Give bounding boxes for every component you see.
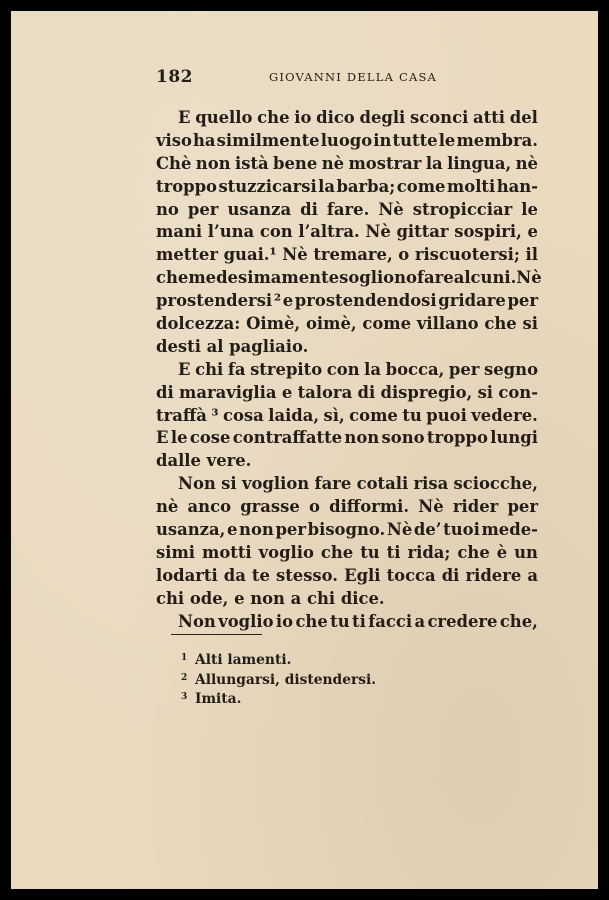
word: ² (273, 291, 282, 311)
word: di (357, 382, 376, 402)
word: tocca (386, 565, 436, 585)
word: contraffatte (232, 428, 343, 448)
footnote (181, 651, 501, 671)
word: Nè (418, 497, 444, 517)
word: del (509, 108, 538, 127)
word: lingua, (447, 153, 512, 173)
text-line (156, 244, 538, 267)
word: come (362, 314, 412, 334)
text-line (156, 542, 538, 565)
word: la (318, 176, 336, 196)
word: lungi (490, 428, 538, 448)
word: le (170, 428, 188, 448)
word: dispregio, (380, 382, 473, 402)
word: traffà (156, 405, 207, 425)
word: metter (156, 245, 218, 265)
word: bisogno. (307, 520, 386, 540)
word: Egli (344, 565, 381, 585)
text-line (156, 382, 538, 405)
word: no (156, 199, 179, 219)
word: barba; (336, 176, 396, 196)
word: riscuotersi; (414, 245, 520, 265)
word: ti (352, 611, 366, 631)
word: membra. (456, 130, 538, 150)
word: è (496, 542, 508, 562)
text-line (156, 267, 542, 290)
word: con (259, 222, 293, 242)
word: guai.¹ (223, 245, 277, 265)
word: te (251, 565, 270, 585)
word: tremare, (313, 245, 393, 265)
word: fare. (326, 199, 370, 219)
word: medesimamente (188, 268, 340, 288)
word: tutte (392, 130, 438, 150)
text-line: desti al pagliaio. (156, 336, 309, 356)
word: lodarti (156, 565, 218, 585)
footnote-text: Allungarsi, distendersi. (195, 671, 377, 688)
text-line: dalle vere. (156, 451, 252, 471)
word: villano (416, 314, 479, 334)
word: molti (446, 176, 496, 196)
word: stuzzicarsi (218, 176, 317, 196)
word: Non (178, 474, 216, 494)
text-line (156, 611, 538, 634)
word: E (178, 359, 191, 379)
word: la (364, 359, 382, 379)
word: viso (156, 130, 192, 150)
word: troppo (156, 176, 217, 196)
word: di (441, 565, 460, 585)
word: similmente (216, 130, 320, 150)
word: sono (381, 428, 425, 448)
word: anco (187, 497, 231, 517)
word: cosa (223, 405, 264, 425)
word: simi (156, 542, 196, 562)
page-number: 182 (156, 67, 193, 87)
word: prostendendosi (294, 291, 437, 311)
footnote (181, 671, 501, 691)
word: io (275, 611, 294, 631)
word: dico (316, 108, 355, 127)
word: di (300, 199, 318, 219)
word: per (448, 359, 480, 379)
word: nè (321, 153, 345, 173)
word: non (344, 428, 380, 448)
running-head: GIOVANNI DELLA CASA (269, 70, 438, 84)
word: per (507, 497, 538, 517)
word: voglion (241, 474, 310, 494)
word: sì, (323, 405, 345, 425)
word: maraviglia (179, 382, 277, 402)
word: quello (195, 108, 253, 127)
word: Oimè, (246, 314, 301, 334)
word: Nè (386, 520, 413, 540)
word: per (275, 520, 306, 540)
word: da (223, 565, 246, 585)
word: come (396, 176, 446, 196)
word: il (525, 245, 538, 265)
word: fa (227, 359, 246, 379)
text-line (156, 107, 538, 130)
word: luogo (320, 130, 373, 150)
word: che (484, 314, 517, 334)
word: talora (297, 382, 353, 402)
word: che (156, 268, 189, 288)
word: Nè (378, 199, 404, 219)
word: sciocche, (453, 474, 538, 494)
word: si (477, 382, 494, 402)
word: ridere (465, 565, 522, 585)
word: difformi. (329, 497, 410, 517)
word: e (226, 520, 238, 540)
word: segno (484, 359, 538, 379)
word: le (521, 199, 538, 219)
word: con (326, 359, 360, 379)
text-line (156, 153, 538, 176)
word: oimè, (305, 314, 357, 334)
word: usanza (227, 199, 292, 219)
word: chi (195, 359, 224, 379)
word: che (320, 542, 354, 562)
word: strepito (250, 359, 323, 379)
word: puoi (426, 405, 467, 425)
text-line (156, 427, 538, 450)
text-line (156, 221, 538, 244)
word: E (178, 108, 191, 127)
word: bene (273, 153, 318, 173)
word: han- (496, 176, 538, 196)
word: troppo (426, 428, 488, 448)
word: ³ (211, 405, 219, 425)
word: dolcezza: (156, 314, 241, 334)
word: stropicciar (412, 199, 513, 219)
word: con- (498, 382, 538, 402)
word: o (308, 497, 320, 517)
word: sconci (410, 108, 469, 127)
word: e (281, 382, 293, 402)
word: non (195, 153, 231, 173)
word: a (527, 565, 538, 585)
text-line: chi ode, e non a chi dice. (156, 588, 385, 608)
footnote-rule (171, 634, 262, 635)
footnotes (181, 651, 501, 710)
word: tu (330, 611, 350, 631)
text-line (156, 519, 538, 542)
word: fare (314, 474, 352, 494)
word: tu (402, 405, 422, 425)
word: l’altra. (298, 222, 360, 242)
footnote-mark: 2 (181, 672, 188, 683)
word: un (514, 542, 538, 562)
word: istà (234, 153, 269, 173)
footnote-mark: 1 (181, 653, 188, 663)
word: voglio (258, 542, 314, 562)
word: tuoi (443, 520, 480, 540)
word: E (156, 428, 169, 448)
word: si (221, 474, 237, 494)
word: Nè (282, 245, 308, 265)
word: alcuni. (453, 268, 517, 288)
text-line (156, 290, 538, 313)
text-line (156, 565, 538, 588)
word: e (282, 291, 294, 311)
word: voglio (218, 611, 274, 631)
word: degli (359, 108, 406, 127)
word: che, (499, 611, 538, 631)
word: che (257, 108, 290, 127)
word: per (187, 199, 219, 219)
word: de’ (413, 520, 442, 540)
word: la (425, 153, 443, 173)
text-line (156, 405, 538, 428)
word: le (438, 130, 456, 150)
word: si (522, 314, 538, 334)
word: Chè (156, 153, 192, 173)
word: rider (452, 497, 499, 517)
word: l’una (207, 222, 255, 242)
text-line (156, 359, 538, 382)
word: Nè (516, 268, 542, 288)
page-header (156, 67, 530, 89)
word: motti (202, 542, 252, 562)
footnote-text: Alti lamenti. (195, 652, 292, 668)
word: prostendersi (156, 291, 273, 311)
word: usanza, (156, 520, 226, 540)
word: io (294, 108, 312, 127)
word: laida, (268, 405, 320, 425)
word: e (527, 222, 538, 242)
word: sospiri, (454, 222, 522, 242)
word: mostrar (348, 153, 422, 173)
text-line (156, 313, 538, 336)
text-line (156, 176, 538, 199)
word: o (398, 245, 410, 265)
word: rida; (407, 542, 451, 562)
word: che (457, 542, 490, 562)
word: credere (427, 611, 498, 631)
body-text (156, 107, 542, 633)
word: mede- (481, 520, 538, 540)
footnote (181, 690, 501, 710)
text-line (156, 496, 538, 519)
word: in (373, 130, 392, 150)
word: tu (360, 542, 380, 562)
word: cose (189, 428, 231, 448)
word: che (295, 611, 328, 631)
word: mani (156, 222, 203, 242)
word: cotali (356, 474, 409, 494)
word: per (507, 291, 538, 311)
word: nè (515, 153, 538, 173)
word: bocca, (385, 359, 445, 379)
word: gridare (438, 291, 506, 311)
word: ha (193, 130, 216, 150)
word: vedere. (471, 405, 538, 425)
word: a (414, 611, 426, 631)
word: facci (368, 611, 413, 631)
word: come (349, 405, 398, 425)
word: atti (473, 108, 506, 127)
word: Nè (365, 222, 391, 242)
word: di (156, 382, 174, 402)
word: nè (156, 497, 179, 517)
book-page (11, 11, 598, 889)
word: risa (413, 474, 449, 494)
word: non (239, 520, 274, 540)
word: Non (178, 611, 216, 631)
word: grasse (240, 497, 300, 517)
word: ti (386, 542, 401, 562)
word: gittar (396, 222, 449, 242)
word: sogliono (339, 268, 417, 288)
footnote-text: Imita. (195, 691, 242, 707)
text-line (156, 199, 538, 222)
word: stesso. (275, 565, 339, 585)
word: fare (416, 268, 454, 288)
text-line (156, 473, 538, 496)
footnote-mark: 3 (181, 692, 188, 702)
text-line (156, 130, 538, 153)
